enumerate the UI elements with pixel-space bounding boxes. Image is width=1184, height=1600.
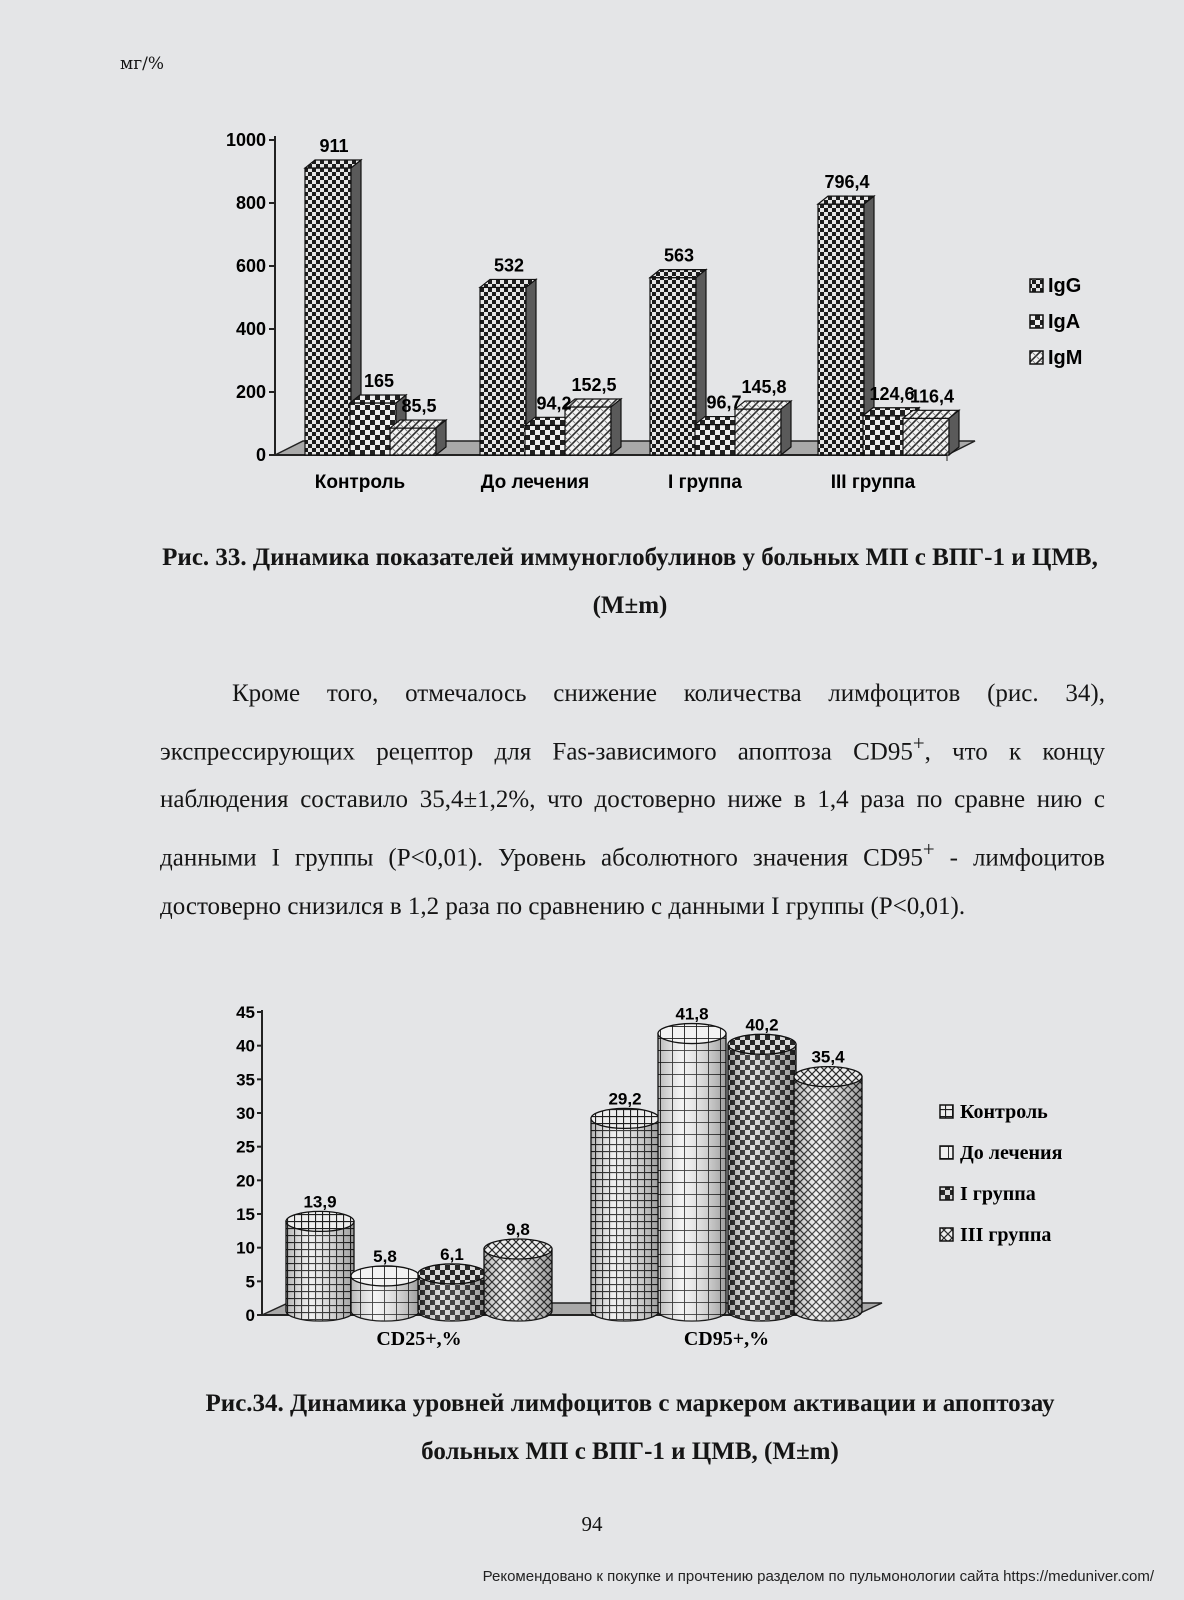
- chart2-y-tick-label: 40: [236, 1036, 255, 1056]
- chart1-data-label: 152,5: [571, 374, 617, 395]
- chart2-cylinder: [591, 1108, 659, 1321]
- chart2-data-label: 5,8: [373, 1246, 397, 1266]
- chart1-bar-front: [390, 428, 436, 455]
- chart1-data-label: 796,4: [824, 172, 870, 193]
- chart2-y-tick-label: 30: [236, 1104, 255, 1123]
- unit-label: мг/%: [120, 54, 165, 74]
- chart2-cylinder: [794, 1067, 862, 1321]
- chart1-data-label: 96,7: [706, 392, 742, 413]
- chart1-bar: [903, 410, 959, 455]
- chart1-data-label: 116,4: [909, 386, 955, 407]
- superscript-plus-1: +: [912, 730, 925, 755]
- chart2-legend-swatch: [940, 1228, 953, 1241]
- chart2-cylinder: [658, 1024, 726, 1321]
- chart1-y-tick-label: 200: [235, 382, 266, 402]
- chart2-data-label: 6,1: [440, 1244, 464, 1264]
- chart1-y-tick-label: 600: [235, 256, 266, 276]
- chart2-data-label: 41,8: [675, 1004, 709, 1024]
- chart1-bar: [565, 399, 621, 455]
- chart1-y-tick-label: 1000: [225, 130, 266, 150]
- chart1-bar-front: [525, 425, 571, 455]
- chart2-legend-swatch: [940, 1187, 953, 1200]
- chart1-bar-front: [695, 425, 741, 455]
- chart2-y-tick-label: 35: [236, 1070, 255, 1090]
- chart2-cylinder-top: [728, 1034, 796, 1054]
- chart1-bar-front: [305, 168, 351, 455]
- chart2-category-label: CD25+,%: [376, 1328, 462, 1350]
- chart2-cylinder: [351, 1266, 419, 1321]
- chart1-bar-front: [350, 403, 396, 455]
- chart2-legend-label: III группа: [960, 1224, 1052, 1246]
- chart2-cylinder: [418, 1264, 486, 1321]
- page-number: 94: [581, 1512, 603, 1536]
- chart2-y-tick-label: 25: [236, 1137, 255, 1157]
- chart2-cylinder-shade: [658, 1034, 726, 1321]
- body-paragraph: [160, 670, 1105, 931]
- chart2-category-label: CD95+,%: [683, 1328, 770, 1350]
- chart1-data-label: 94,2: [536, 393, 572, 414]
- chart1-bar: [735, 401, 791, 455]
- chart1-bar-front: [735, 409, 781, 455]
- chart1-data-label: 165: [363, 371, 395, 392]
- chart1-category-label: III группа: [830, 472, 916, 493]
- figure-34-caption: Рис.34. Динамика уровней лимфоцитов с маркером активации и апоптозау больных МП с ВПГ-1 и ЦМВ, (M±m): [205, 1390, 1055, 1465]
- chart2-y-tick-label: 0: [245, 1306, 255, 1325]
- paragraph-part-1: Кроме того, отмечалось снижение количества лимфоцитов (рис. 34), экспрессирующих рецептор для Fas-зависимого апоптоза CD95: [160, 680, 1105, 765]
- chart2-cylinder-top: [351, 1266, 419, 1286]
- chart1-data-label: 532: [493, 255, 525, 276]
- chart2-data-label: 13,9: [303, 1192, 337, 1212]
- chart2-y-tick-label: 10: [236, 1238, 255, 1258]
- chart2-legend-swatch: [940, 1146, 953, 1159]
- chart2-data-label: 9,8: [506, 1220, 530, 1240]
- chart1-category-label: Контроль: [314, 472, 406, 493]
- chart1-data-label: 563: [663, 245, 695, 266]
- chart2-cylinder-shade: [286, 1221, 354, 1321]
- chart2-cylinder-top: [658, 1024, 726, 1044]
- superscript-plus-2: +: [922, 836, 935, 861]
- immunoglobulin-bar-chart: [0, 120, 1184, 520]
- chart1-bar-side: [949, 410, 959, 455]
- chart1-data-label: 124,6: [869, 383, 915, 404]
- chart1-bar-front: [650, 278, 696, 455]
- chart2-legend-label: I группа: [960, 1183, 1036, 1205]
- chart2-cylinder: [728, 1034, 796, 1321]
- chart1-legend-swatch: [1030, 315, 1043, 328]
- chart1-legend-label: IgA: [1048, 311, 1081, 333]
- chart1-bar-front: [903, 418, 949, 455]
- watermark-text: Рекомендовано к покупке и прочтению разделом по пульмонологии сайта https://meduniver.com/: [482, 1568, 1154, 1585]
- chart2-data-label: 29,2: [608, 1089, 642, 1109]
- chart2-y-tick-label: 20: [236, 1171, 255, 1191]
- chart2-legend-label: Контроль: [960, 1101, 1048, 1123]
- chart2-cylinder-top: [286, 1211, 354, 1231]
- chart1-category-label: До лечения: [480, 472, 590, 493]
- chart1-bar-front: [818, 204, 864, 455]
- chart2-y-tick-label: 5: [245, 1272, 255, 1292]
- chart1-y-tick-label: 800: [235, 193, 266, 213]
- chart2-cylinder-top: [591, 1108, 659, 1128]
- chart2-y-tick-label: 45: [236, 1003, 255, 1022]
- chart1-category-label: I группа: [668, 472, 742, 493]
- chart2-cylinder: [484, 1239, 552, 1321]
- chart1-bar-front: [863, 416, 909, 455]
- chart2-data-label: 35,4: [811, 1047, 845, 1067]
- chart2-legend-swatch: [940, 1105, 953, 1118]
- chart1-y-tick-label: 400: [235, 319, 266, 339]
- chart2-cylinder-top: [794, 1067, 862, 1087]
- chart2-data-label: 40,2: [745, 1015, 779, 1035]
- chart1-bar-front: [480, 287, 526, 455]
- chart2-cylinder-shade: [591, 1118, 659, 1321]
- chart2-cylinder: [286, 1211, 354, 1321]
- lymphocyte-cylinder-chart: [0, 990, 1184, 1370]
- chart1-y-tick-label: 0: [255, 445, 266, 465]
- chart1-bar-side: [611, 399, 621, 455]
- chart2-legend-label: До лечения: [960, 1142, 1063, 1164]
- paragraph-part-3: - лимфоцитов достоверно снизился в 1,2 раза по сравнению с данными I группы (P<0,01).: [160, 844, 1105, 920]
- chart2-cylinder-top: [484, 1239, 552, 1259]
- chart2-y-tick-label: 15: [236, 1205, 255, 1224]
- chart1-legend-label: IgG: [1048, 275, 1082, 297]
- chart1-bar-front: [565, 407, 611, 455]
- figure-33-caption: Рис. 33. Динамика показателей иммуноглобулинов у больных МП с ВПГ-1 и ЦМВ, (M±m): [162, 544, 1098, 619]
- chart1-legend-swatch: [1030, 351, 1043, 364]
- chart2-cylinder-shade: [484, 1249, 552, 1321]
- chart1-data-label: 911: [319, 136, 349, 157]
- paragraph-part-2: , что к концу наблюдения составило 35,4±1,2%, что достоверно ниже в 1,4 раза по сравне нию с данными I группы (P<0,01). Уровень абсолютного значения CD95: [160, 737, 1105, 872]
- chart1-bar-side: [781, 401, 791, 455]
- chart2-cylinder-shade: [794, 1077, 862, 1321]
- chart2-cylinder-shade: [728, 1044, 796, 1321]
- chart1-legend-label: IgM: [1048, 347, 1083, 369]
- chart1-data-label: 145,8: [741, 377, 787, 398]
- chart1-bar: [390, 420, 446, 455]
- chart1-data-label: 85,5: [401, 396, 437, 417]
- chart2-cylinder-top: [418, 1264, 486, 1284]
- chart1-legend-swatch: [1030, 279, 1043, 292]
